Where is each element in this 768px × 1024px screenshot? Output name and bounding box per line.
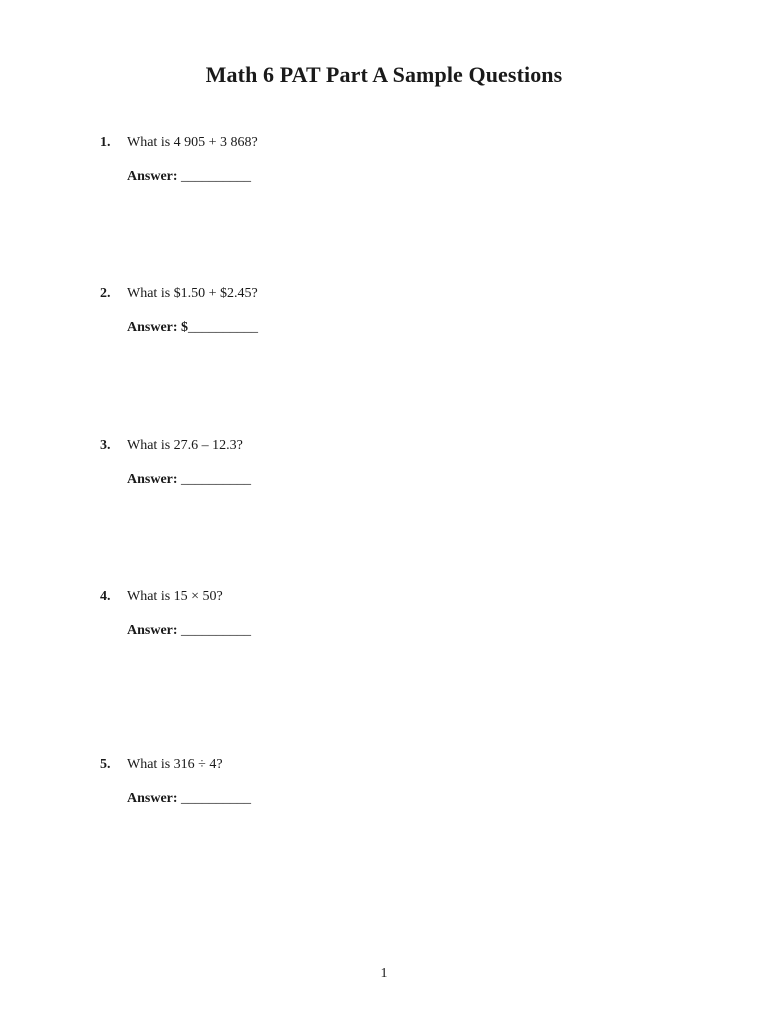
- question-item: [100, 755, 700, 806]
- question-item: [100, 436, 700, 487]
- question-line: [100, 133, 700, 153]
- question-line: [100, 436, 700, 456]
- question-number: 4.: [100, 589, 111, 604]
- question-number: 2.: [100, 286, 111, 301]
- question-item: [100, 133, 700, 184]
- answer-label: Answer:: [127, 472, 178, 487]
- question-text: What is 27.6 – 12.3?: [127, 438, 243, 453]
- question-number: 5.: [100, 757, 111, 772]
- question-number: 1.: [100, 135, 111, 150]
- question-number: 3.: [100, 438, 111, 453]
- question-text: What is 4 905 + 3 868?: [127, 135, 258, 150]
- question-line: [100, 284, 700, 304]
- answer-line: [127, 167, 251, 187]
- question-line: [100, 755, 700, 775]
- answer-line: [127, 318, 258, 338]
- answer-blank: __________: [181, 472, 252, 487]
- answer-label: Answer:: [127, 169, 178, 184]
- page-title: Math 6 PAT Part A Sample Questions: [205, 62, 563, 87]
- answer-blank: __________: [188, 320, 259, 335]
- question-item: [100, 284, 700, 335]
- question-text: What is 15 × 50?: [127, 589, 223, 604]
- question-item: [100, 587, 700, 638]
- answer-blank: __________: [181, 169, 252, 184]
- answer-line: [127, 470, 251, 490]
- answer-label: Answer:: [127, 791, 178, 806]
- answer-line: [127, 621, 251, 641]
- page-number: 1: [380, 966, 388, 981]
- question-text: What is 316 ÷ 4?: [127, 757, 223, 772]
- answer-blank: __________: [181, 791, 252, 806]
- question-text: What is $1.50 + $2.45?: [127, 286, 258, 301]
- answer-label: Answer: $: [127, 320, 189, 335]
- question-line: [100, 587, 700, 607]
- answer-label: Answer:: [127, 623, 178, 638]
- answer-line: [127, 789, 251, 809]
- answer-blank: __________: [181, 623, 252, 638]
